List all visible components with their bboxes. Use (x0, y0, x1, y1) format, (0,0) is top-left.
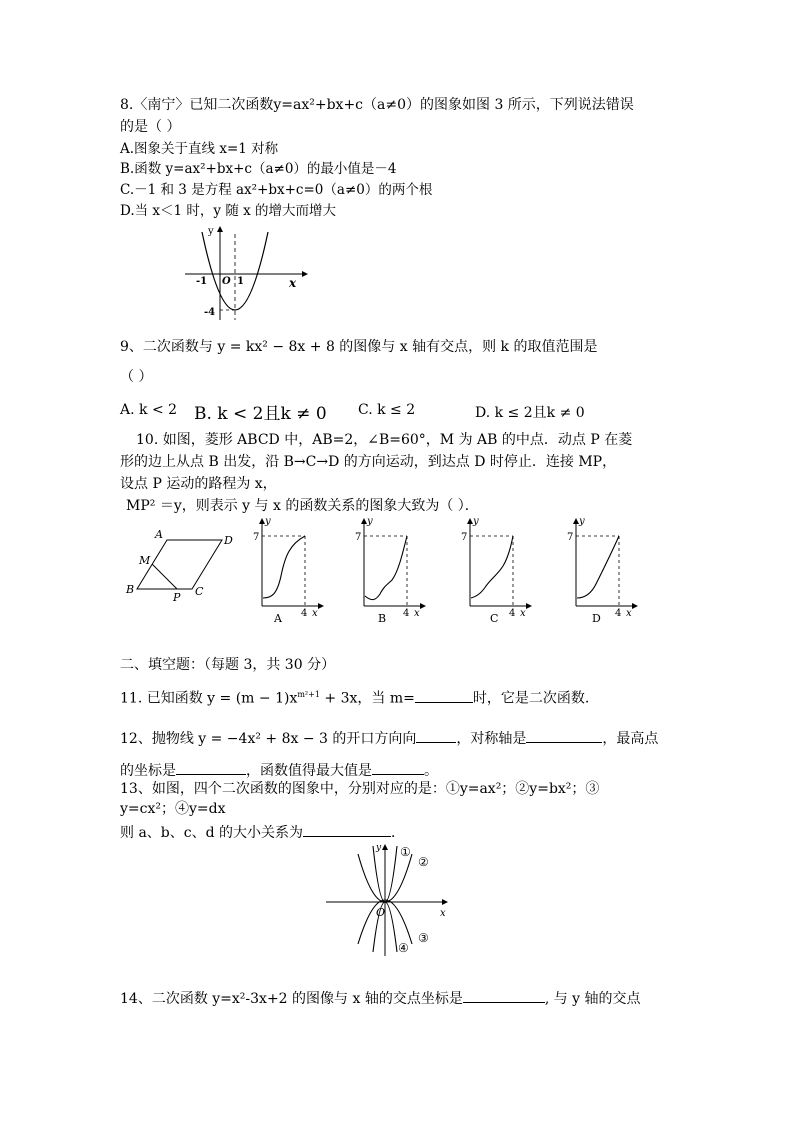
q8-parabola-graph (180, 222, 310, 322)
svg-text:x: x (440, 908, 446, 919)
q9-option-c: C. k ≤ 2 (358, 402, 416, 418)
y-label: y (208, 226, 214, 237)
q8-option-a: A.图象关于直线 x=1 对称 (120, 141, 279, 157)
svg-text:7: 7 (253, 532, 260, 543)
label-curve-3: ③ (418, 931, 429, 945)
segment-mp (152, 564, 177, 589)
q10-line2: 形的边上从点 B 出发，沿 B→C→D 的方向运动，到达点 D 时停止．连接 MP， (120, 454, 617, 470)
q10-graph-c (458, 514, 536, 626)
label-1: 1 (237, 276, 244, 287)
q10-line1: 10. 如图，菱形 ABCD 中，AB=2，∠B=60°，M 为 AB 的中点．动点 P 在菱 (136, 432, 633, 448)
q13-line3: 则 a、b、c、d 的大小关系为 ． (120, 822, 405, 842)
q10-graph-b (352, 514, 430, 626)
q12-line1: 12、抛物线 y = −4x² + 8x − 3 的开口方向向 ，对称轴是 ，最高点 (120, 728, 658, 748)
y-axis-arrow (217, 226, 223, 232)
label-origin: O (222, 276, 231, 287)
label-neg1: -1 (196, 276, 208, 287)
q13-answer-blank[interactable] (303, 822, 391, 837)
label-m: M (139, 554, 151, 567)
label-curve-1: ① (400, 845, 411, 859)
q9-option-a: A. k < 2 (120, 402, 178, 418)
q12-line2: 的坐标是 ，函数值得最大值是 。 (120, 760, 438, 780)
q13-line1: 13、如图，四个二次函数的图象中，分别对应的是：①y=ax²；②y=bx²；③ (120, 781, 600, 797)
svg-text:y: y (265, 516, 271, 527)
curve-b (365, 536, 407, 600)
q12-blank-max[interactable] (372, 760, 424, 775)
svg-text:y: y (376, 843, 382, 853)
svg-text:x: x (626, 608, 632, 619)
curve-d (577, 536, 619, 598)
x-axis-arrow (302, 271, 308, 277)
svg-text:4: 4 (509, 608, 516, 619)
q11-line: 11. 已知函数 $y = (m - 1)x^{m^2+1} + 3x$，当 m= 时，它是二次函数. (120, 686, 589, 708)
svg-text:y: y (579, 516, 585, 527)
label-neg4: -4 (204, 307, 216, 318)
q10-line4: MP² ＝y，则表示 y 与 x 的函数关系的图象大致为（ ）． (126, 498, 479, 514)
q8-stem-line2: 的是（ ） (120, 119, 181, 135)
q12-blank-direction[interactable] (416, 728, 456, 743)
q10-line3: 设点 P 运动的路程为 x， (120, 476, 277, 492)
q12-blank-vertex[interactable] (176, 760, 246, 775)
svg-text:x: x (414, 608, 420, 619)
q11-answer-blank[interactable] (415, 688, 473, 703)
svg-text:7: 7 (355, 532, 362, 543)
svg-text:4: 4 (615, 608, 622, 619)
q12-blank-axis[interactable] (526, 728, 602, 743)
q8-stem-line1: 8.〈南宁〉已知二次函数y=ax²+bx+c（a≠0）的图象如图 3 所示，下列说法错误 (120, 97, 634, 113)
label-p: P (173, 591, 181, 604)
q13-parabolas-graph (318, 840, 458, 960)
svg-text:7: 7 (567, 532, 574, 543)
q8-option-d: D.当 x＜1 时，y 随 x 的增大而增大 (120, 203, 337, 219)
svg-text:x: x (312, 608, 318, 619)
q9-paren: （ ） (120, 369, 153, 385)
q9-option-d: D. k ≤ 2且k ≠ 0 (475, 405, 585, 421)
q10-rhombus-figure (122, 524, 246, 604)
q10-graph-d (564, 514, 642, 626)
svg-text:4: 4 (301, 608, 308, 619)
label-curve-4: ④ (398, 941, 409, 955)
label-a: A (155, 528, 163, 541)
label-c: C (195, 585, 204, 598)
curve-c (471, 536, 513, 598)
svg-text:7: 7 (461, 532, 468, 543)
curve-a (263, 536, 305, 598)
section-title: 二、填空题：（每题 3，共 30 分） (120, 657, 336, 673)
q10-graph-a (250, 514, 328, 626)
graph-d-label: D (592, 612, 601, 625)
svg-text:O: O (376, 906, 386, 919)
label-curve-2: ② (418, 855, 429, 869)
q14-line: 14、二次函数 y=x²-3x+2 的图像与 x 轴的交点坐标是 , 与 y 轴的交点 (120, 988, 641, 1008)
svg-text:4: 4 (403, 608, 410, 619)
q8-option-b: B.函数 y=ax²+bx+c（a≠0）的最小值是－4 (120, 161, 397, 177)
svg-text:y: y (473, 516, 479, 527)
q13-line2: y=cx²；④y=dx (120, 801, 226, 817)
q8-option-c: C.－1 和 3 是方程 ax²+bx+c=0（a≠0）的两个根 (120, 182, 433, 198)
q9-option-b: B. k < 2且k ≠ 0 (194, 404, 327, 424)
label-b: B (126, 583, 135, 596)
q9-stem: 9、二次函数与 y = kx² − 8x + 8 的图像与 x 轴有交点，则 k 的取值范围是 (120, 339, 598, 355)
svg-text:x: x (520, 608, 526, 619)
graph-b-label: B (378, 612, 387, 625)
graph-c-label: C (490, 612, 499, 625)
graph-a-label: A (274, 612, 282, 625)
svg-text:y: y (367, 516, 373, 527)
x-label: x (289, 276, 297, 290)
q14-answer-blank[interactable] (463, 988, 545, 1003)
label-d: D (224, 534, 233, 547)
